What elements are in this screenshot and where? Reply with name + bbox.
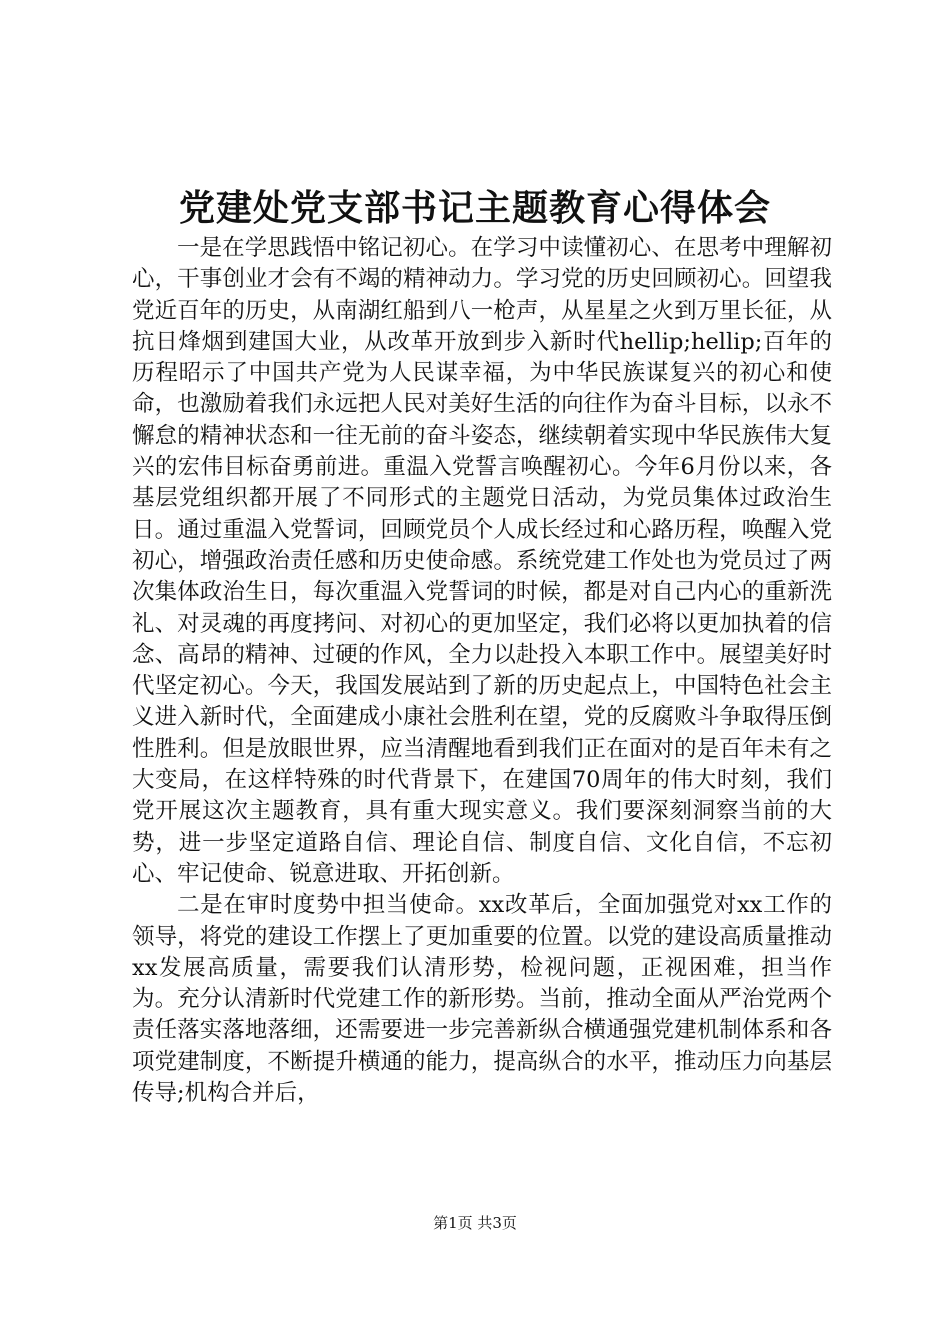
- paragraph-1: 一是在学思践悟中铭记初心。在学习中读懂初心、在思考中理解初心，干事创业才会有不竭的精神动力。学习党的历史回顾初心。回望我党近百年的历史，从南湖红船到八一枪声，从星星之火到万里长征，从抗日烽烟到建国大业，从改革开放到步入新时代hellip;hellip;百年的历程昭示了中国共产党为人民谋幸福，为中华民族谋复兴的初心和使命，也激励着我们永远把人民对美好生活的向往作为奋斗目标，以永不懈怠的精神状态和一往无前的奋斗姿态，继续朝着实现中华民族伟大复兴的宏伟目标奋勇前进。重温入党誓言唤醒初心。今年6月份以来，各基层党组织都开展了不同形式的主题党日活动，为党员集体过政治生日。通过重温入党誓词，回顾党员个人成长经过和心路历程，唤醒入党初心，增强政治责任感和历史使命感。系统党建工作处也为党员过了两次集体政治生日，每次重温入党誓词的时候，都是对自己内心的重新洗礼、对灵魂的再度拷问、对初心的更加坚定，我们必将以更加执着的信念、高昂的精神、过硬的作风，全力以赴投入本职工作中。展望美好时代坚定初心。今天，我国发展站到了新的历史起点上，中国特色社会主义进入新时代，全面建成小康社会胜利在望，党的反腐败斗争取得压倒性胜利。但是放眼世界，应当清醒地看到我们正在面对的是百年未有之大变局，在这样特殊的时代背景下，在建国70周年的伟大时刻，我们党开展这次主题教育，具有重大现实意义。我们要深刻洞察当前的大势，进一步坚定道路自信、理论自信、制度自信、文化自信，不忘初心、牢记使命、锐意进取、开拓创新。: [132, 235, 832, 887]
- paragraph-2: 二是在审时度势中担当使命。xx改革后，全面加强党对xx工作的领导，将党的建设工作摆上了更加重要的位置。以党的建设高质量推动xx发展高质量，需要我们认清形势，检视问题，正视困难，担当作为。充分认清新时代党建工作的新形势。当前，推动全面从严治党两个责任落实落地落细，还需要进一步完善新纵合横通强党建机制体系和各项党建制度，不断提升横通的能力，提高纵合的水平，推动压力向基层传导;机构合并后，: [132, 892, 832, 1107]
- page-number-footer: 第1页 共3页: [433, 1214, 517, 1232]
- document-title: 党建处党支部书记主题教育心得体会: [178, 187, 771, 229]
- document-body: [132, 233, 832, 1109]
